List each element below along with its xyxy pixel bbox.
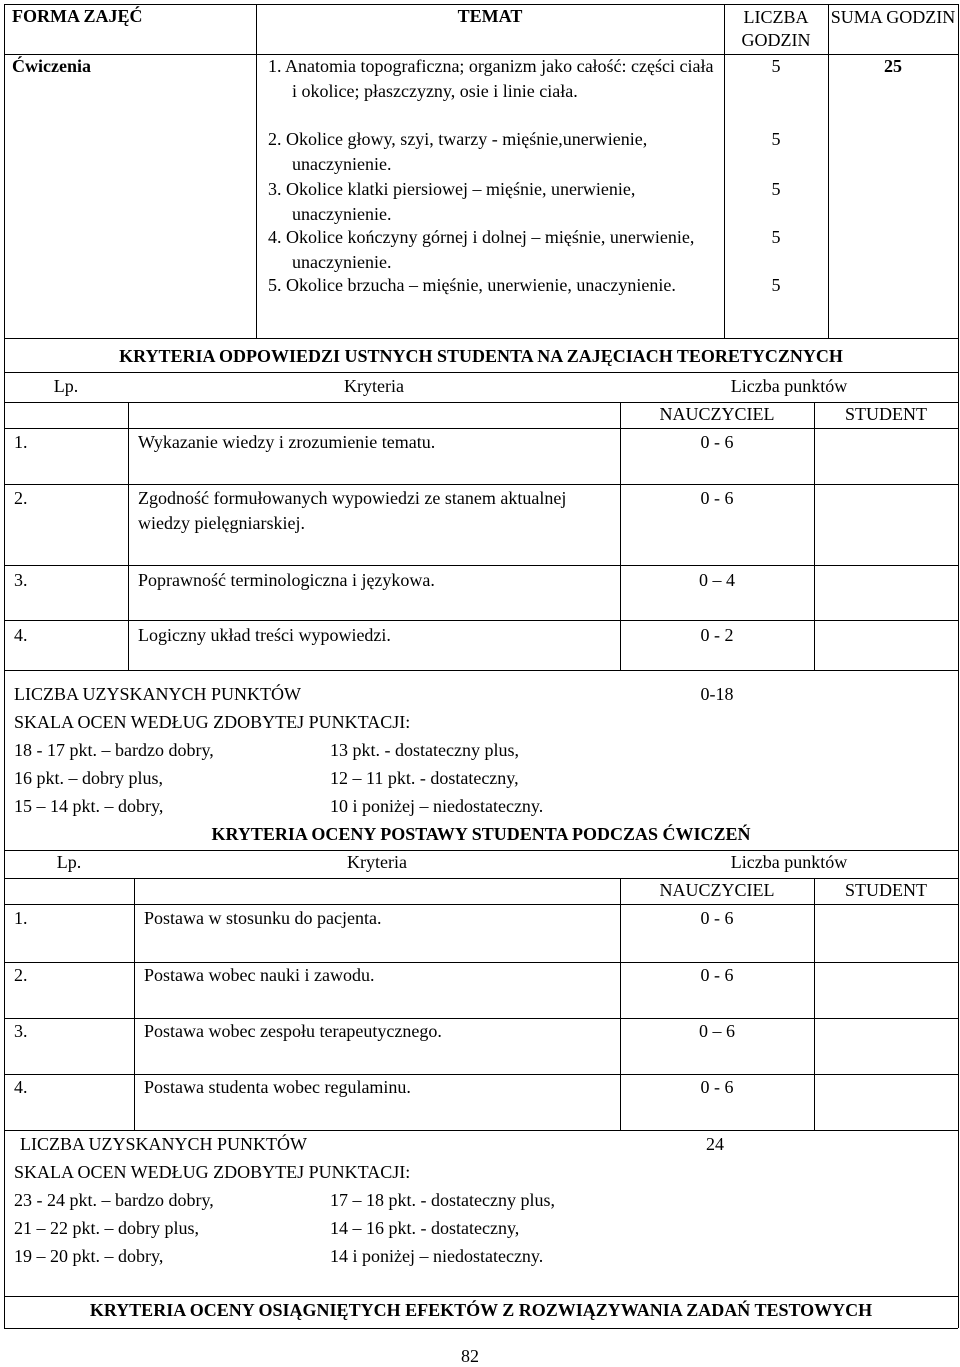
attitude-row-3-lp: 3. <box>14 1021 28 1041</box>
attitude-col-lp: Lp. <box>56 852 82 872</box>
oral-scale-1b: 13 pkt. - dostateczny plus, <box>330 740 519 760</box>
oral-scale-1a: 18 - 17 pkt. – bardzo dobry, <box>14 740 214 760</box>
oral-row-1-lp: 1. <box>14 432 28 452</box>
attitude-scale-3a: 19 – 20 pkt. – dobry, <box>14 1246 164 1266</box>
attitude-row-4-text: Postawa studenta wobec regulaminu. <box>144 1077 411 1097</box>
attitude-scale-1a: 23 - 24 pkt. – bardzo dobry, <box>14 1190 214 1210</box>
oral-row-1-points: 0 - 6 <box>700 432 734 452</box>
topic-2: 2. Okolice głowy, szyi, twarzy - mięśnie,unerwienie, unaczynienie. <box>268 129 648 174</box>
attitude-total-value: 24 <box>706 1134 724 1154</box>
oral-scale-title: SKALA OCEN WEDŁUG ZDOBYTEJ PUNKTACJI: <box>14 712 411 732</box>
attitude-row-4-points: 0 - 6 <box>700 1077 734 1097</box>
attitude-row-1-lp: 1. <box>14 908 28 928</box>
attitude-row-4-lp: 4. <box>14 1077 28 1097</box>
attitude-row-2-text: Postawa wobec nauki i zawodu. <box>144 965 375 985</box>
attitude-col-kryteria: Kryteria <box>347 852 407 872</box>
attitude-row-3-text: Postawa wobec zespołu terapeutycznego. <box>144 1021 442 1041</box>
attitude-title: KRYTERIA OCENY POSTAWY STUDENTA PODCZAS ĆWICZEŃ <box>211 824 751 844</box>
header-forma: FORMA ZAJĘĆ <box>12 6 143 26</box>
attitude-col-student: STUDENT <box>845 880 927 900</box>
page-number: 82 <box>461 1346 479 1366</box>
header-suma-godzin: SUMA GODZIN <box>830 7 956 27</box>
oral-row-4-lp: 4. <box>14 625 28 645</box>
topic-5-hours: 5 <box>771 275 781 295</box>
topic-5: 5. Okolice brzucha – mięśnie, unerwienie, unaczynienie. <box>268 275 676 295</box>
oral-scale-2a: 16 pkt. – dobry plus, <box>14 768 164 788</box>
topic-1: 1. Anatomia topograficzna; organizm jako całość: części ciała i okolice; płaszczyzny, osie i linie ciała. <box>268 56 714 101</box>
oral-col-kryteria: Kryteria <box>344 376 404 396</box>
forma-value: Ćwiczenia <box>12 56 91 76</box>
attitude-scale-3b: 14 i poniżej – niedostateczny. <box>330 1246 544 1266</box>
attitude-row-2-lp: 2. <box>14 965 28 985</box>
oral-row-2-lp: 2. <box>14 488 28 508</box>
topic-2-hours: 5 <box>771 129 781 149</box>
attitude-row-1-points: 0 - 6 <box>700 908 734 928</box>
topic-4-hours: 5 <box>771 227 781 247</box>
topic-4: 4. Okolice kończyny górnej i dolnej – mięśnie, unerwienie, unaczynienie. <box>268 227 695 272</box>
topic-1-hours: 5 <box>771 56 781 76</box>
oral-col-student: STUDENT <box>845 404 927 424</box>
oral-row-3-points: 0 – 4 <box>699 570 735 590</box>
oral-col-points: Liczba punktów <box>730 376 848 396</box>
oral-row-1-text: Wykazanie wiedzy i zrozumienie tematu. <box>138 432 436 452</box>
oral-scale-2b: 12 – 11 pkt. - dostateczny, <box>330 768 519 788</box>
header-temat: TEMAT <box>457 6 523 26</box>
attitude-col-teacher: NAUCZYCIEL <box>659 880 775 900</box>
oral-row-2-points: 0 - 6 <box>700 488 734 508</box>
oral-total-label: LICZBA UZYSKANYCH PUNKTÓW <box>14 684 301 704</box>
attitude-scale-2a: 21 – 22 pkt. – dobry plus, <box>14 1218 200 1238</box>
topic-3: 3. Okolice klatki piersiowej – mięśnie, unerwienie, unaczynienie. <box>268 179 636 224</box>
attitude-row-1-text: Postawa w stosunku do pacjenta. <box>144 908 382 928</box>
attitude-scale-1b: 17 – 18 pkt. - dostateczny plus, <box>330 1190 555 1210</box>
oral-total-value: 0-18 <box>700 684 734 704</box>
oral-scale-3a: 15 – 14 pkt. – dobry, <box>14 796 164 816</box>
oral-row-2-text: Zgodność formułowanych wypowiedzi ze stanem aktualnej wiedzy pielęgniarskiej. <box>138 488 567 533</box>
oral-scale-3b: 10 i poniżej – niedostateczny. <box>330 796 544 816</box>
oral-col-lp: Lp. <box>53 376 79 396</box>
header-liczba-godzin: LICZBA GODZIN <box>741 7 811 50</box>
oral-row-4-text: Logiczny układ treści wypowiedzi. <box>138 625 391 645</box>
oral-row-4-points: 0 - 2 <box>700 625 734 645</box>
attitude-total-label: LICZBA UZYSKANYCH PUNKTÓW <box>20 1134 307 1154</box>
attitude-row-2-points: 0 - 6 <box>700 965 734 985</box>
tests-title: KRYTERIA OCENY OSIĄGNIĘTYCH EFEKTÓW Z ROZWIĄZYWANIA ZADAŃ TESTOWYCH <box>89 1300 873 1320</box>
oral-title: KRYTERIA ODPOWIEDZI USTNYCH STUDENTA NA ZAJĘCIACH TEORETYCZNYCH <box>119 346 843 366</box>
oral-row-3-text: Poprawność terminologiczna i językowa. <box>138 570 435 590</box>
attitude-row-3-points: 0 – 6 <box>699 1021 735 1041</box>
oral-col-teacher: NAUCZYCIEL <box>659 404 775 424</box>
topic-3-hours: 5 <box>771 179 781 199</box>
attitude-scale-2b: 14 – 16 pkt. - dostateczny, <box>330 1218 520 1238</box>
attitude-scale-title: SKALA OCEN WEDŁUG ZDOBYTEJ PUNKTACJI: <box>14 1162 411 1182</box>
oral-row-3-lp: 3. <box>14 570 28 590</box>
suma-value: 25 <box>884 56 902 76</box>
attitude-col-points: Liczba punktów <box>730 852 848 872</box>
